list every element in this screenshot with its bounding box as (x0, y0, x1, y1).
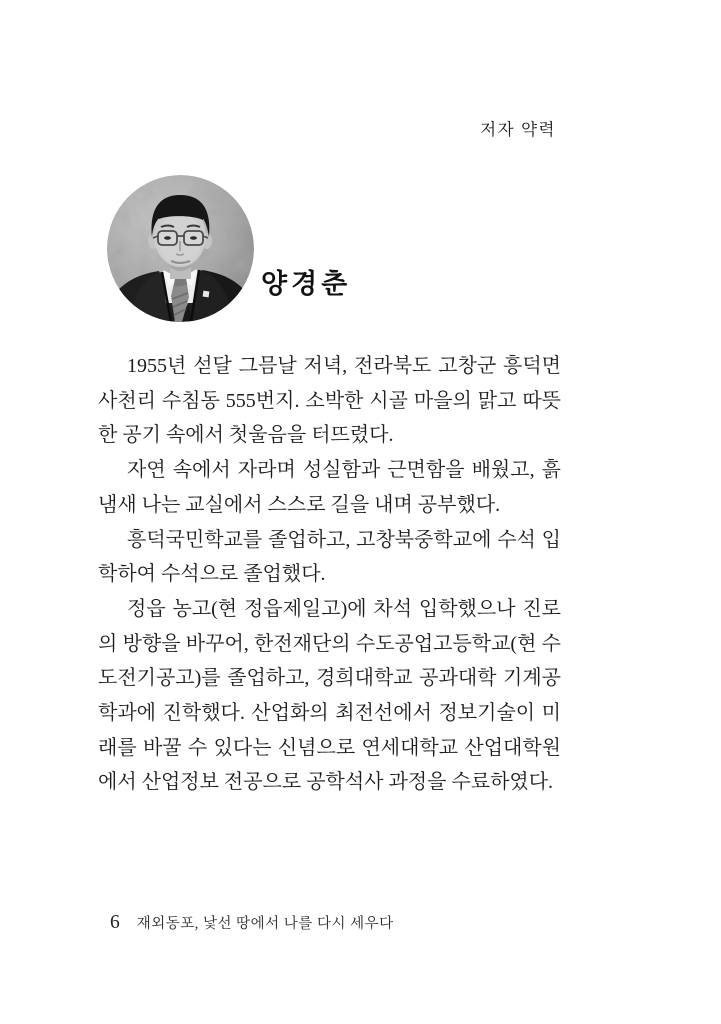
page-footer (110, 912, 570, 934)
bio-paragraph: 정읍 농고(현 정읍제일고)에 차석 입학했으나 진로의 방향을 바꾸어, 한전재단의 수도공업고등학교(현 수도전기공고)를 졸업하고, 경희대학교 공과대학 기계공학과에 진학했다. 산업화의 최전선에서 정보기술이 미래를 바꿀 수 있다는 신념으로 연세대학교 산업대학원에서 산업정보 전공으로 공학석사 과정을 수료하였다. (98, 597, 561, 794)
author-name: 양경춘 (261, 269, 352, 299)
page-number: 6 (110, 912, 120, 933)
author-photo (107, 175, 254, 322)
bio-paragraph: 자연 속에서 자라며 성실함과 근면함을 배웠고, 흙냄새 나는 교실에서 스스로 길을 내며 공부했다. (98, 459, 561, 516)
book-title: 재외동포, 낯선 땅에서 나를 다시 세우다 (136, 916, 394, 932)
biography-text (98, 349, 561, 800)
author-block (107, 175, 567, 323)
running-head: 저자 약력 (480, 121, 556, 139)
author-portrait-image (107, 175, 254, 322)
bio-paragraph: 흥덕국민학교를 졸업하고, 고창북중학교에 수석 입학하여 수석으로 졸업했다. (98, 528, 561, 586)
bio-paragraph: 1955년 섣달 그믐날 저녁, 전라북도 고창군 흥덕면 사천리 수침동 555번지. 소박한 시골 마을의 맑고 따뜻한 공기 속에서 첫울음을 터뜨렸다. (98, 355, 561, 447)
